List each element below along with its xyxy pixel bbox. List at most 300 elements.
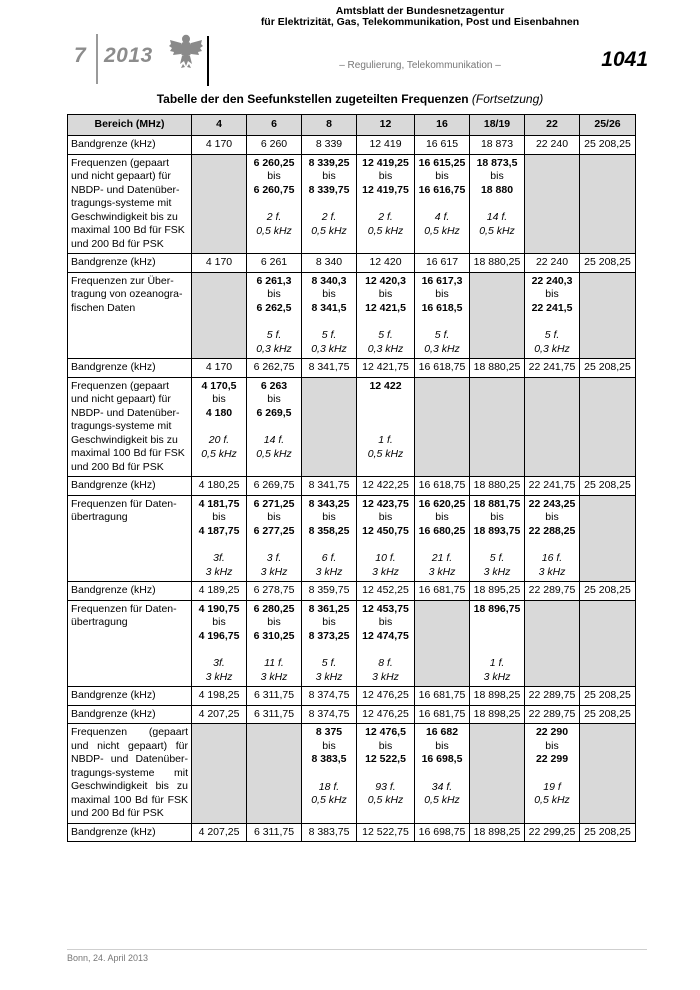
cell-spacer: [473, 643, 521, 657]
band-limit-cell: 16 615: [415, 136, 470, 155]
channel-count: 2 f.: [321, 211, 337, 223]
band-limit-cell: 6 311,75: [247, 705, 302, 724]
band-limit-cell: 6 261: [247, 254, 302, 273]
frequency-range-cell: [357, 272, 415, 359]
band-limit-cell: 8 359,75: [302, 582, 357, 601]
band-limit-cell: 18 898,25: [470, 823, 525, 842]
band-limit-cell: 18 895,25: [470, 582, 525, 601]
empty-cell: [525, 600, 580, 687]
channel-spacing: 3 kHz: [260, 670, 288, 683]
range-end: 12 419,75: [362, 183, 409, 196]
range-bis: bis: [322, 170, 336, 182]
band-limit-cell: 25 208,25: [580, 582, 636, 601]
empty-cell: [192, 154, 247, 254]
range-start: 6 280,25: [253, 602, 295, 615]
frequency-table: [67, 114, 636, 842]
cell-spacer: [250, 315, 298, 329]
column-header-band: 12: [357, 115, 415, 136]
frequency-range-cell: [415, 272, 470, 359]
channel-count: 5 f.: [378, 329, 393, 341]
cell-spacer: [528, 767, 576, 781]
range-start: 4 170,5: [201, 379, 237, 392]
range-end: 6 262,5: [256, 301, 292, 314]
empty-cell: [415, 377, 470, 477]
band-limit-cell: 6 311,75: [247, 687, 302, 706]
row-label: Bandgrenze (kHz): [68, 136, 192, 155]
frequency-range-cell: [357, 154, 415, 254]
frequency-row: [68, 600, 636, 687]
range-bis: bis: [322, 288, 336, 300]
column-header-band: 6: [247, 115, 302, 136]
cell-spacer: [473, 197, 521, 211]
channel-count: 3 f.: [266, 552, 282, 564]
channel-spacing: 3 kHz: [260, 565, 288, 578]
range-start: 6 260,25: [253, 156, 295, 169]
range-end: 8 373,25: [308, 629, 350, 642]
frequency-row: [68, 154, 636, 254]
range-end: 6 310,25: [253, 629, 295, 642]
band-limit-cell: 22 241,75: [525, 477, 580, 496]
band-limit-cell: 22 240: [525, 254, 580, 273]
range-bis: bis: [545, 739, 559, 752]
range-end: 6 260,75: [253, 183, 295, 196]
band-limit-cell: 25 208,25: [580, 687, 636, 706]
band-limit-cell: 22 240: [525, 136, 580, 155]
frequency-range-cell: [192, 495, 247, 582]
table-body: [68, 136, 636, 842]
frequency-range-cell: [470, 495, 525, 582]
channel-spacing: 0,5 kHz: [424, 224, 460, 237]
cell-spacer: [305, 315, 353, 329]
channel-count: 5 f.: [434, 329, 450, 341]
range-bis: bis: [322, 511, 336, 523]
band-limit-cell: 4 198,25: [192, 687, 247, 706]
header-separator: [96, 34, 98, 84]
band-limit-cell: 8 341,75: [302, 477, 357, 496]
channel-count: 18 f.: [318, 780, 340, 793]
range-bis: bis: [322, 616, 336, 628]
channel-count: 6 f.: [321, 552, 337, 564]
range-bis: bis: [490, 511, 504, 523]
range-start: 16 682: [425, 726, 459, 738]
channel-spacing: 3 kHz: [372, 670, 399, 683]
band-limit-cell: 18 880,25: [470, 359, 525, 378]
cell-spacer: [250, 420, 298, 434]
band-limit-cell: 16 618,75: [415, 359, 470, 378]
range-end: 12 450,75: [362, 524, 409, 537]
range-end: 12 474,75: [362, 629, 409, 642]
band-limit-cell: 25 208,25: [580, 477, 636, 496]
cell-spacer: [195, 420, 243, 434]
cell-spacer: [305, 643, 353, 657]
cell-spacer: [195, 643, 243, 657]
frequency-range-cell: [302, 272, 357, 359]
logo-bar: [207, 36, 209, 86]
channel-spacing: 0,5 kHz: [367, 794, 404, 806]
row-label: Bandgrenze (kHz): [68, 705, 192, 724]
channel-spacing: 0,5 kHz: [367, 224, 404, 237]
band-limit-row: [68, 477, 636, 496]
empty-cell: [470, 377, 525, 477]
channel-spacing: 0,3 kHz: [534, 342, 570, 355]
publication-title-line2: für Elektrizität, Gas, Telekommunikation, Post und Eisenbahnen: [260, 16, 580, 28]
range-bis: bis: [378, 511, 393, 523]
band-limit-cell: 22 241,75: [525, 359, 580, 378]
frequency-range-cell: [415, 724, 470, 824]
range-end: 8 358,25: [308, 524, 350, 537]
row-label: Bandgrenze (kHz): [68, 477, 192, 496]
range-bis: bis: [490, 170, 504, 182]
frequency-range-cell: [357, 724, 415, 824]
frequency-row: [68, 377, 636, 477]
frequency-range-cell: [470, 154, 525, 254]
channel-spacing: 3 kHz: [428, 565, 456, 578]
frequency-range-cell: [525, 272, 580, 359]
range-bis: bis: [212, 393, 226, 405]
band-limit-cell: 4 170: [192, 136, 247, 155]
band-limit-cell: 8 374,75: [302, 687, 357, 706]
channel-spacing: 0,5 kHz: [534, 794, 570, 806]
range-bis: bis: [378, 739, 393, 752]
range-start: 18 896,75: [473, 602, 521, 615]
empty-cell: [470, 272, 525, 359]
band-limit-row: [68, 705, 636, 724]
cell-spacer: [473, 538, 521, 552]
table-title-suffix: (Fortsetzung): [471, 92, 544, 106]
band-limit-cell: 8 341,75: [302, 359, 357, 378]
channel-spacing: 3 kHz: [538, 565, 566, 578]
empty-cell: [192, 272, 247, 359]
channel-spacing: 0,3 kHz: [424, 342, 460, 355]
column-header-range: Bereich (MHz): [68, 115, 192, 136]
empty-cell: [580, 724, 636, 824]
channel-spacing: 3 kHz: [315, 670, 343, 683]
band-limit-cell: 25 208,25: [580, 705, 636, 724]
channel-spacing: 0,5 kHz: [311, 224, 347, 237]
cell-spacer: [360, 767, 411, 781]
range-start: 12 423,75: [362, 497, 409, 510]
cell-spacer: [418, 315, 466, 329]
band-limit-row: [68, 582, 636, 601]
band-limit-cell: 8 383,75: [302, 823, 357, 842]
band-limit-cell: 12 421,75: [357, 359, 415, 378]
table-title: [40, 92, 660, 106]
row-label: Frequenzen für Daten-übertragung: [68, 495, 192, 582]
band-limit-cell: 12 419: [357, 136, 415, 155]
range-start: 8 361,25: [308, 602, 350, 615]
cell-spacer: [360, 197, 411, 211]
band-limit-cell: 4 189,25: [192, 582, 247, 601]
range-bis: bis: [435, 739, 449, 752]
range-start: 8 343,25: [308, 497, 350, 510]
frequency-range-cell: [192, 600, 247, 687]
band-limit-cell: 22 289,75: [525, 687, 580, 706]
channel-spacing: 0,3 kHz: [311, 342, 347, 355]
cell-spacer: [418, 767, 466, 781]
range-end: 12 522,5: [365, 753, 406, 765]
cell-spacer: [305, 767, 353, 781]
range-end: 18 893,75: [473, 524, 521, 537]
frequency-row: [68, 724, 636, 824]
range-end: 8 383,5: [311, 753, 347, 765]
empty-cell: [580, 377, 636, 477]
band-limit-row: [68, 359, 636, 378]
frequency-range-cell: [302, 495, 357, 582]
range-bis: [473, 616, 521, 630]
channel-spacing: 3 kHz: [483, 565, 511, 578]
band-limit-cell: 12 476,25: [357, 705, 415, 724]
table-title-text: Tabelle der den Seefunkstellen zugeteilten Frequenzen: [156, 92, 469, 106]
channel-count: 3f.: [213, 657, 225, 669]
range-end: 4 196,75: [198, 629, 240, 642]
row-label: Frequenzen zur Über-tragung von ozeanogra-fischen Daten: [68, 272, 192, 359]
band-limit-row: [68, 254, 636, 273]
column-header-band: 22: [525, 115, 580, 136]
range-bis: bis: [545, 511, 559, 523]
range-end: [473, 630, 521, 644]
band-limit-cell: 8 340: [302, 254, 357, 273]
band-limit-cell: 22 289,75: [525, 582, 580, 601]
range-bis: bis: [212, 511, 226, 523]
band-limit-cell: 18 898,25: [470, 687, 525, 706]
band-limit-cell: 16 681,75: [415, 687, 470, 706]
channel-count: 4 f.: [434, 211, 450, 223]
range-end: 16 618,5: [421, 301, 463, 314]
band-limit-cell: 4 207,25: [192, 823, 247, 842]
range-start: 12 419,25: [362, 156, 409, 169]
range-start: 22 240,3: [531, 274, 573, 287]
channel-spacing: 3 kHz: [372, 565, 399, 578]
issue-year: 2013: [104, 44, 153, 67]
channel-count: 16 f.: [541, 552, 563, 564]
range-end: 12 421,5: [365, 301, 406, 314]
range-end: 8 341,5: [311, 301, 347, 314]
channel-count: 2 f.: [378, 211, 393, 223]
empty-cell: [580, 154, 636, 254]
range-bis: bis: [378, 616, 393, 628]
cell-spacer: [528, 538, 576, 552]
range-bis: [360, 393, 411, 407]
range-bis: bis: [545, 288, 559, 300]
channel-count: 1 f.: [378, 434, 393, 446]
band-limit-cell: 6 262,75: [247, 359, 302, 378]
range-start: 16 617,3: [421, 274, 463, 287]
cell-spacer: [360, 315, 411, 329]
row-label: Frequenzen (gepaart und nicht gepaart) für NBDP- und Datenüber-tragungs-systeme mit Geschwindigkeit bis zu maximal 100 Bd für FSK und 200 Bd für PSK: [68, 724, 192, 824]
range-end: 4 187,75: [198, 524, 240, 537]
frequency-range-cell: [525, 495, 580, 582]
frequency-range-cell: [247, 272, 302, 359]
band-limit-cell: 25 208,25: [580, 823, 636, 842]
range-start: 22 290: [535, 726, 569, 738]
band-limit-cell: 18 880,25: [470, 477, 525, 496]
column-header-band: 25/26: [580, 115, 636, 136]
federal-eagle-logo: [168, 30, 204, 70]
cell-spacer: [250, 197, 298, 211]
issue-number: 7: [74, 44, 87, 67]
cell-spacer: [360, 643, 411, 657]
range-start: 12 476,5: [365, 726, 406, 738]
band-limit-cell: 4 207,25: [192, 705, 247, 724]
publication-title: [225, 6, 615, 28]
frequency-range-cell: [470, 600, 525, 687]
band-limit-cell: 4 170: [192, 359, 247, 378]
range-end: 6 277,25: [253, 524, 295, 537]
cell-spacer: [418, 197, 466, 211]
cell-spacer: [305, 538, 353, 552]
range-bis: bis: [267, 511, 281, 523]
range-end: 22 299: [535, 753, 569, 765]
row-label: Bandgrenze (kHz): [68, 359, 192, 378]
empty-cell: [415, 600, 470, 687]
frequency-range-cell: [302, 724, 357, 824]
channel-spacing: 3 kHz: [205, 565, 233, 578]
range-bis: bis: [378, 288, 393, 300]
channel-spacing: 0,3 kHz: [367, 342, 404, 355]
band-limit-cell: 18 898,25: [470, 705, 525, 724]
range-end: 4 180: [205, 406, 233, 419]
band-limit-cell: 6 311,75: [247, 823, 302, 842]
cell-spacer: [250, 538, 298, 552]
band-limit-cell: 8 339: [302, 136, 357, 155]
band-limit-cell: 18 880,25: [470, 254, 525, 273]
band-limit-cell: 4 170: [192, 254, 247, 273]
cell-spacer: [360, 538, 411, 552]
range-start: 22 243,25: [528, 497, 576, 510]
channel-spacing: 0,5 kHz: [367, 447, 404, 460]
range-start: 12 420,3: [365, 274, 406, 287]
range-end: [360, 407, 411, 421]
range-end: 6 269,5: [256, 406, 292, 419]
channel-spacing: 0,5 kHz: [479, 224, 515, 237]
range-end: 16 616,75: [418, 183, 466, 196]
range-start: 6 261,3: [256, 274, 292, 287]
frequency-range-cell: [357, 600, 415, 687]
channel-spacing: 3 kHz: [205, 670, 233, 683]
band-limit-cell: 8 374,75: [302, 705, 357, 724]
cell-spacer: [195, 538, 243, 552]
channel-count: 21 f.: [431, 552, 453, 564]
band-limit-cell: 12 422,25: [357, 477, 415, 496]
channel-spacing: 0,5 kHz: [256, 224, 292, 237]
channel-count: 5 f.: [321, 329, 337, 341]
footer-date: Bonn, 24. April 2013: [67, 953, 149, 963]
band-limit-cell: 22 299,25: [525, 823, 580, 842]
band-limit-cell: 6 260: [247, 136, 302, 155]
range-start: 8 339,25: [308, 156, 350, 169]
empty-cell: [247, 724, 302, 824]
empty-cell: [580, 272, 636, 359]
range-end: 16 698,5: [421, 753, 463, 765]
range-start: 6 271,25: [253, 497, 295, 510]
frequency-range-cell: [302, 154, 357, 254]
channel-count: 5 f.: [544, 329, 560, 341]
range-end: 16 680,25: [418, 524, 466, 537]
band-limit-cell: 16 618,75: [415, 477, 470, 496]
channel-count: 1 f.: [489, 657, 505, 669]
channel-spacing: 0,5 kHz: [424, 794, 460, 806]
publication-subtitle: – Regulierung, Telekommunikation –: [339, 60, 501, 71]
column-header-band: 8: [302, 115, 357, 136]
row-label: Frequenzen für Daten-übertragung: [68, 600, 192, 687]
range-bis: bis: [322, 739, 336, 752]
range-start: 8 340,3: [311, 274, 347, 287]
frequency-range-cell: [415, 495, 470, 582]
cell-spacer: [250, 643, 298, 657]
cell-spacer: [360, 420, 411, 434]
range-bis: bis: [267, 616, 281, 628]
channel-count: 34 f.: [431, 780, 453, 793]
channel-count: 14 f.: [486, 211, 508, 223]
cell-spacer: [305, 197, 353, 211]
range-bis: bis: [267, 288, 281, 300]
channel-count: 93 f.: [375, 780, 396, 793]
row-label: Bandgrenze (kHz): [68, 823, 192, 842]
band-limit-row: [68, 687, 636, 706]
range-end: 8 339,75: [308, 183, 350, 196]
channel-count: 5 f.: [489, 552, 505, 564]
channel-count: 20 f.: [208, 434, 230, 446]
empty-cell: [580, 600, 636, 687]
empty-cell: [470, 724, 525, 824]
footer-divider: [67, 949, 647, 950]
channel-spacing: 3 kHz: [483, 670, 511, 683]
range-start: 18 881,75: [473, 497, 521, 510]
cell-spacer: [418, 538, 466, 552]
range-bis: bis: [267, 170, 281, 182]
empty-cell: [525, 154, 580, 254]
band-limit-cell: 16 698,75: [415, 823, 470, 842]
band-limit-cell: 12 476,25: [357, 687, 415, 706]
frequency-range-cell: [192, 377, 247, 477]
row-label: Bandgrenze (kHz): [68, 582, 192, 601]
band-limit-cell: 16 681,75: [415, 705, 470, 724]
channel-count: 5 f.: [321, 657, 337, 669]
row-label: Frequenzen (gepaart und nicht gepaart) für NBDP- und Datenüber-tragungs-systeme mit Geschwindigkeit bis zu maximal 100 Bd für FSK und 200 Bd für PSK: [68, 377, 192, 477]
frequency-range-cell: [357, 377, 415, 477]
range-start: 4 181,75: [198, 497, 240, 510]
range-bis: bis: [212, 616, 226, 628]
row-label: Frequenzen (gepaart und nicht gepaart) für NBDP- und Datenüber-tragungs-systeme mit Geschwindigkeit bis zu maximal 100 Bd für FSK und 200 Bd für PSK: [68, 154, 192, 254]
frequency-range-cell: [247, 600, 302, 687]
range-bis: bis: [435, 288, 449, 300]
range-bis: bis: [267, 393, 281, 405]
range-start: 16 620,25: [418, 497, 466, 510]
range-start: 8 375: [315, 726, 343, 738]
range-start: 12 453,75: [362, 602, 409, 615]
range-start: 12 422: [369, 379, 402, 392]
band-limit-cell: 6 278,75: [247, 582, 302, 601]
channel-spacing: 0,5 kHz: [201, 447, 237, 460]
range-bis: bis: [435, 511, 449, 523]
frequency-row: [68, 272, 636, 359]
channel-count: 5 f.: [266, 329, 282, 341]
frequency-range-cell: [525, 724, 580, 824]
band-limit-cell: 22 289,75: [525, 705, 580, 724]
row-label: Bandgrenze (kHz): [68, 254, 192, 273]
frequency-range-cell: [247, 495, 302, 582]
frequency-range-cell: [247, 377, 302, 477]
range-bis: bis: [435, 170, 449, 182]
frequency-range-cell: [415, 154, 470, 254]
band-limit-cell: 25 208,25: [580, 254, 636, 273]
band-limit-cell: 25 208,25: [580, 136, 636, 155]
empty-cell: [192, 724, 247, 824]
channel-count: 3f.: [213, 552, 225, 564]
band-limit-cell: 12 420: [357, 254, 415, 273]
empty-cell: [302, 377, 357, 477]
column-header-band: 16: [415, 115, 470, 136]
